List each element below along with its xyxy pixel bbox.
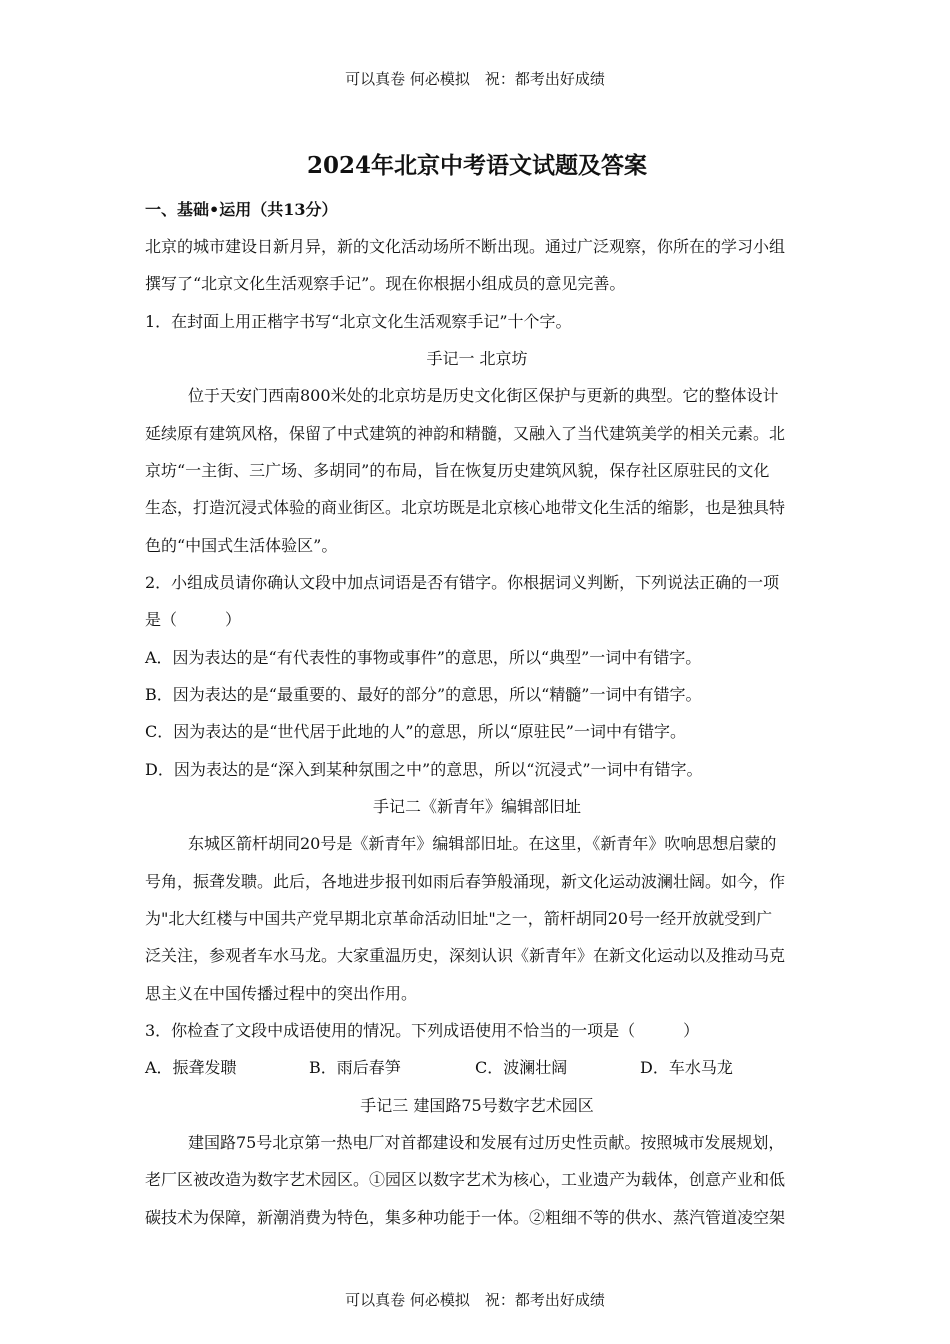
note-paragraph-line: 东城区箭杆胡同20号是《新青年》编辑部旧址。在这里，《新青年》吹响思想启蒙的 [188,834,777,853]
question-3-option-d: D．车水马龙 [640,1058,733,1077]
note-paragraph-line: 京坊“一主街、三广场、多胡同”的布局，旨在恢复历史建筑风貌，保存社区原驻民的文化 [145,461,770,480]
question-3-option-c: C．波澜壮阔 [475,1058,568,1077]
note-paragraph-line: 延续原有建筑风格，保留了中式建筑的神韵和精髓，又融入了当代建筑美学的相关元素。北 [145,424,786,443]
question-2-stem: 是（ ） [145,610,242,629]
intro-line: 撰写了“北京文化生活观察手记”。现在你根据小组成员的意见完善。 [145,274,626,293]
note-paragraph-line: 生态，打造沉浸式体验的商业街区。北京坊既是北京核心地带文化生活的缩影，也是独具特 [145,498,786,517]
question-2-option-d: D．因为表达的是“深入到某种氛围之中”的意思，所以“沉浸式”一词中有错字。 [145,760,703,779]
note-heading: 手记二《新青年》编辑部旧址 [372,797,581,816]
question-3-option-b: B．雨后春笋 [309,1058,401,1077]
document-title: 2024年北京中考语文试题及答案 [306,152,647,179]
question-2-stem: 2．小组成员请你确认文段中加点词语是否有错字。你根据词义判断，下列说法正确的一项 [145,573,780,592]
note-paragraph-line: 色的“中国式生活体验区”。 [145,536,338,555]
note-paragraph-line: 思主义在中国传播过程中的突出作用。 [145,984,418,1003]
note-paragraph-line: 碳技术为保障，新潮消费为特色，集多种功能于一体。②粗细不等的供水、蒸汽管道凌空架 [145,1208,786,1227]
section-heading: 一、基础•运用（共13分） [145,200,338,219]
note-paragraph-line: 位于天安门西南800米处的北京坊是历史文化街区保护与更新的典型。它的整体设计 [188,386,779,405]
question-2-option-c: C．因为表达的是“世代居于此地的人”的意思，所以“原驻民”一词中有错字。 [145,722,686,741]
question-2-option-a: A．因为表达的是“有代表性的事物或事件”的意思，所以“典型”一词中有错字。 [145,648,702,667]
question-3-option-a: A．振聋发聩 [145,1058,237,1077]
page-footer: 可以真卷 何必模拟 祝：都考出好成绩 [345,1291,605,1309]
question-1: 1．在封面上用正楷字书写“北京文化生活观察手记”十个字。 [145,312,572,331]
page-header: 可以真卷 何必模拟 祝：都考出好成绩 [345,70,605,88]
intro-line: 北京的城市建设日新月异，新的文化活动场所不断出现。通过广泛观察，你所在的学习小组 [145,237,786,256]
question-3-stem: 3．你检查了文段中成语使用的情况。下列成语使用不恰当的一项是（ ） [145,1021,700,1040]
note-heading: 手记一 北京坊 [426,349,528,368]
note-paragraph-line: 为"北大红楼与中国共产党早期北京革命活动旧址"之一，箭杆胡同20号一经开放就受到广 [145,909,773,928]
note-heading: 手记三 建国路75号数字艺术园区 [360,1096,594,1115]
question-2-option-b: B．因为表达的是“最重要的、最好的部分”的意思，所以“精髓”一词中有错字。 [145,685,702,704]
note-paragraph-line: 建国路75号北京第一热电厂对首都建设和发展有过历史性贡献。按照城市发展规划， [188,1133,785,1152]
note-paragraph-line: 老厂区被改造为数字艺术园区。①园区以数字艺术为核心，工业遗产为载体，创意产业和低 [145,1170,786,1189]
note-paragraph-line: 号角，振聋发聩。此后，各地进步报刊如雨后春笋般涌现，新文化运动波澜壮阔。如今，作 [145,872,786,891]
note-paragraph-line: 泛关注，参观者车水马龙。大家重温历史，深刻认识《新青年》在新文化运动以及推动马克 [145,946,786,965]
